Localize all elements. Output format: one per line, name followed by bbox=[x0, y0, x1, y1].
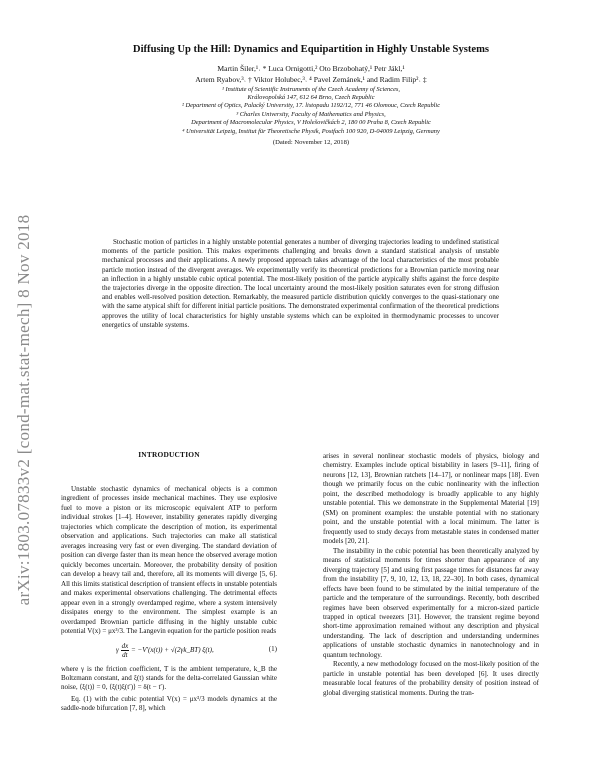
equation-number: (1) bbox=[268, 645, 277, 654]
abstract: Stochastic motion of particles in a highly unstable potential generates a number of diverging trajectories leading to undefined statistical moments of the particle position. This makes experiments challenging and breaks down a standard statistical analysis of unstable mechanical processes and their applications. A newly proposed approach takes advantage of the local characteristics of the most probable particle motion instead of the divergent averages. We experimentally verify its theoretical predictions for a Brownian particle moving near an inflection in a highly unstable cubic optical potential. The most-likely position of the particle atypically shifts against the force despite the trajectories diverge in the opposite direction. The local uncertainty around the most-likely position saturates even for strong diffusion and enables well-resolved position detection. Remarkably, the measured particle distribution quickly converges to the quasi-stationary one with the same atypical shift for different initial particle positions. The demonstrated experimental confirmation of the theoretical predictions approves the utility of local characteristics for highly unstable systems which can be exploited in thermodynamic processes to uncover energetics of unstable systems. bbox=[102, 238, 499, 329]
equation-body bbox=[61, 642, 269, 659]
paper-title: Diffusing Up the Hill: Dynamics and Equipartition in Highly Unstable Systems bbox=[132, 44, 490, 55]
author-line: Martin Šiler,¹˒ * Luca Ornigotti,² Oto Brzobohatý,¹ Petr Jákl,¹ bbox=[217, 64, 405, 73]
affiliation-line: ⁴ Universität Leipzig, Institut für Theoretische Physik, Postfach 100 920, D-04009 Leipzig, Germany bbox=[182, 127, 440, 135]
paragraph: Eq. (1) with the cubic potential V(x) = μx³/3 models dynamics at the saddle-node bifurcation [7, 8], which bbox=[61, 694, 277, 713]
affiliation-line: Department of Macromolecular Physics, V Holešovičkách 2, 180 00 Praha 8, Czech Republic bbox=[191, 119, 431, 127]
eq-fraction bbox=[121, 642, 130, 659]
right-column bbox=[323, 452, 539, 698]
affiliation-list bbox=[70, 86, 552, 136]
eq-fraction-numerator: dx bbox=[121, 641, 129, 650]
author-list bbox=[70, 64, 552, 86]
affiliation-line: ³ Charles University, Faculty of Mathematics and Physics, bbox=[236, 110, 386, 118]
arxiv-identifier: arXiv:1803.07833v2 [cond-mat.stat-mech] 8 Nov 2018 bbox=[14, 214, 33, 606]
affiliation-line: ¹ Institute of Scientific Instruments of the Czech Academy of Sciences, bbox=[221, 85, 401, 93]
paragraph: Recently, a new methodology focused on the most-likely position of the particle in unstable potential has been developed [6]. It uses directly measurable local features of the probability density of position instead of global diverging statistical moments. During the tran- bbox=[323, 660, 539, 697]
author-line: Artem Ryabov,³˒ † Viktor Holubec,³˒ ⁴ Pavel Zemánek,¹ and Radim Filip²˒ ‡ bbox=[195, 74, 427, 84]
paragraph: arises in several nonlinear stochastic models of physics, biology and chemistry. Examples include optical bistability in lasers [9–11], firing of neurons [12, 13], Brownian ratchets [14–17], or nonlinear maps [18]. Even though we primarily focus on the cubic nonlinearity with the inflection point, the described methodology is broadly applicable to any highly unstable potential. This we demonstrate in the Supplemental Material [19] (SM) on prominent examples: the unstable potential with no stationary point, and the unstable potential with a local minimum. The latter is frequently used to study decays from metastable states in condensed matter models [20, 21]. bbox=[323, 452, 539, 546]
paragraph: Unstable stochastic dynamics of mechanical objects is a common ingredient of processes inside mechanical machines. They use explosive fuel to move a piston or its microscopic equivalent ATP to perform individual strokes [1–4]. However, instability generates rapidly diverging trajectories which complicate the description of motion, its experimental observation and applications. Such trajectories can make all statistical averages increasing very fast or even diverging. The standard deviation of position can diverge faster than its mean hence the observed average motion quickly becomes uncertain. Moreover, the probability density of position can develop a heavy tail and, therefore, all its moments will diverge [5, 6]. All this limits statistical description of transient effects in unstable potentials and makes experimental observations challenging. The detrimental effects appear even in a strongly overdamped regime, where a system intensively dissipates energy to the environment. The simplest example is an overdamped Brownian particle diffusing in the highly unstable cubic potential V(x) = μx³/3. The Langevin equation for the particle position reads bbox=[61, 485, 277, 636]
left-column bbox=[61, 485, 277, 714]
arxiv-sidebar bbox=[4, 150, 44, 670]
equation-1 bbox=[61, 642, 277, 659]
paragraph: The instability in the cubic potential has been theoretically analyzed by means of statistical moments for times shorter than appearance of any diverging trajectory [5] and using first passage times for distances far away from the instability [7, 9, 10, 12, 13, 18, 22–30]. In both cases, dynamical effects have been found to be stimulated by the initial temperature of the particle and the temperature of the surroundings. Recently, both described regimes have been observed experimentally for a micron-sized particle trapped in optical tweezers [31]. However, the transient regime beyond short-time approximation remained without any description and physical understanding. The lack of description and understanding undermines applications of unstable stochastic dynamics in nanotechnology and in quantum technology. bbox=[323, 546, 539, 659]
paper-header bbox=[70, 44, 552, 146]
section-heading-introduction: INTRODUCTION bbox=[138, 450, 200, 459]
eq-fraction-denominator: dt bbox=[122, 650, 128, 659]
paragraph: where γ is the friction coefficient, T is the ambient temperature, k_B the Boltzmann constant, and ξ(t) stands for the delta-correlated Gaussian white noise, ⟨ξ(t)⟩ = 0, ⟨ξ(t)ξ(t′)⟩ = δ(t − t′). bbox=[61, 664, 277, 692]
affiliation-line: Královopolská 147, 612 64 Brno, Czech Republic bbox=[247, 94, 375, 101]
eq-gamma: γ bbox=[116, 645, 119, 654]
date-line: (Dated: November 12, 2018) bbox=[272, 139, 350, 147]
eq-rhs: = −V′(x(t)) + √(2γk_BT) ξ(t), bbox=[130, 645, 214, 654]
affiliation-line: ² Department of Optics, Palacký University, 17. listopadu 1192/12, 771 46 Olomouc, Czech Republic bbox=[181, 102, 441, 110]
